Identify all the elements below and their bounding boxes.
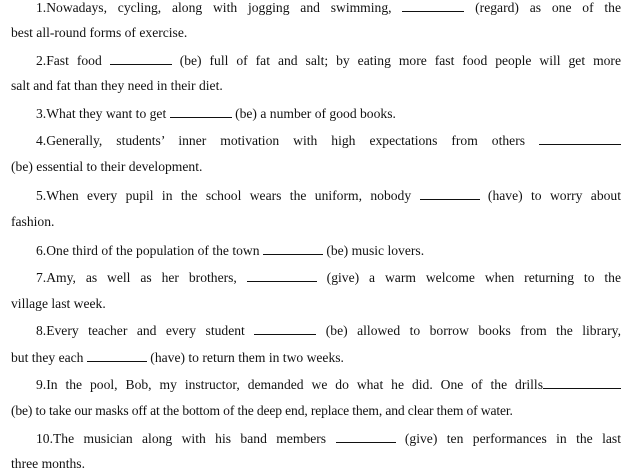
question-8-line-1 (0, 322, 621, 339)
answer-blank-7[interactable] (247, 269, 317, 282)
question-text: The musician along with his band members (53, 431, 327, 446)
answer-blank-4[interactable] (539, 132, 621, 145)
question-text: (give) ten performances in the last (404, 431, 621, 446)
question-2-line-2 (11, 78, 621, 94)
question-4-line-1 (0, 132, 621, 149)
question-text: (regard) as one of the (475, 0, 622, 15)
question-text: (be) allowed to borrow books from the library, (325, 323, 621, 338)
question-text: One third of the population of the town (46, 243, 260, 258)
question-text: fashion. (11, 214, 55, 229)
answer-blank-5[interactable] (420, 187, 480, 200)
answer-blank-3[interactable] (170, 105, 232, 118)
question-number: 10. (36, 431, 53, 446)
answer-blank-6[interactable] (263, 242, 323, 255)
question-text: (be) essential to their development. (11, 159, 203, 174)
answer-blank-2[interactable] (110, 52, 172, 65)
question-text: When every pupil in the school wears the uniform, nobody (46, 188, 412, 203)
answer-blank-1[interactable] (402, 0, 464, 12)
question-number: 2. (36, 53, 47, 68)
question-5-line-1 (0, 187, 621, 204)
question-text: (be) to take our masks off at the bottom of the deep end, replace them, and clear them of water. (11, 403, 513, 418)
answer-blank-8b[interactable] (87, 349, 147, 362)
question-1-line-2 (11, 25, 621, 41)
question-number: 3. (36, 106, 47, 121)
question-8-line-2 (11, 349, 621, 366)
question-text: three months. (11, 456, 85, 471)
question-text: (have) to worry about (487, 188, 622, 203)
question-2-line-1 (0, 52, 621, 69)
answer-blank-8[interactable] (254, 322, 316, 335)
question-number: 8. (36, 323, 47, 338)
question-text: salt and fat than they need in their diet. (11, 78, 223, 93)
question-number: 9. (36, 377, 47, 392)
question-text: Generally, students’ inner motivation with high expectations from others (46, 133, 526, 148)
question-text: (be) full of fat and salt; by eating more fast food people will get more (179, 53, 621, 68)
question-number: 6. (36, 243, 47, 258)
question-6-line-1 (0, 242, 621, 259)
question-text: In the pool, Bob, my instructor, demanded we do what he did. One of the drills (46, 377, 543, 392)
question-number: 7. (36, 270, 47, 285)
question-9-line-1 (0, 376, 621, 393)
question-4-line-2 (11, 159, 621, 175)
question-number: 1. (36, 0, 47, 15)
question-number: 4. (36, 133, 47, 148)
question-9-line-2 (11, 403, 621, 419)
question-text: (have) to return them in two weeks. (150, 350, 344, 365)
question-text: but they each (11, 350, 84, 365)
question-10-line-1 (0, 430, 621, 447)
question-number: 5. (36, 188, 47, 203)
answer-blank-10[interactable] (336, 430, 396, 443)
question-7-line-2 (11, 296, 621, 312)
question-text: village last week. (11, 296, 106, 311)
question-text: Nowadays, cycling, along with jogging and swimming, (46, 0, 392, 15)
question-text: Every teacher and every student (46, 323, 245, 338)
question-10-line-2 (11, 456, 621, 472)
question-text: (give) a warm welcome when returning to the (326, 270, 622, 285)
question-1-line-1 (0, 0, 621, 16)
question-text: Amy, as well as her brothers, (46, 270, 237, 285)
question-text: best all-round forms of exercise. (11, 25, 188, 40)
answer-blank-9[interactable] (543, 376, 621, 389)
question-3-line-1 (0, 105, 621, 122)
question-text: Fast food (46, 53, 102, 68)
question-5-line-2 (11, 214, 621, 230)
question-text: (be) music lovers. (326, 243, 425, 258)
question-7-line-1 (0, 269, 621, 286)
question-text: What they want to get (46, 106, 167, 121)
question-text: (be) a number of good books. (235, 106, 396, 121)
